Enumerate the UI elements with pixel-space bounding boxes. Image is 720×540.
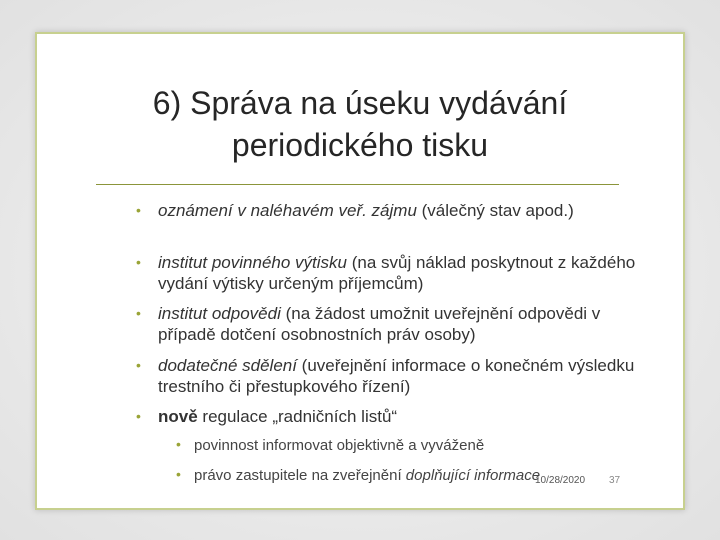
bullet-3-text: (na žádost umožnit uveřejnění odpovědi v případě dotčení osobnostních práv osoby): [158, 304, 601, 344]
bullet-item-2: [136, 252, 636, 294]
footer-date: 10/28/2020: [535, 475, 586, 486]
bullet-dot-icon: •: [136, 357, 141, 373]
title-line-2: periodického tisku: [231, 127, 489, 163]
bullet-4-italic: dodatečné sdělení: [158, 356, 297, 375]
bullet-dot-icon: •: [136, 305, 141, 321]
bullet-4-text: (uveřejnění informace o konečném výsledku trestního či přestupkového řízení): [158, 356, 635, 396]
slide-title: [50, 82, 670, 166]
sub-bullet-1-text: povinnost informovat objektivně a vyváženě: [194, 437, 485, 454]
sub-bullet-2-italic: doplňující informace: [405, 467, 541, 484]
bullet-item-3: [136, 303, 636, 345]
title-divider: [96, 184, 619, 185]
bullet-dot-icon: •: [136, 254, 141, 270]
sub-bullet-item-1: [176, 436, 606, 455]
bullet-5-bold: nově: [158, 407, 198, 426]
bullet-item-1: [136, 200, 636, 221]
bullet-dot-icon: •: [136, 202, 141, 218]
bullet-2-text: (na svůj náklad poskytnout z každého vydání výtisky určeným příjemcům): [158, 253, 636, 293]
bullet-dot-icon: •: [136, 408, 141, 424]
sub-bullet-2-text: právo zastupitele na zveřejnění: [194, 467, 406, 484]
sub-bullet-dot-icon: •: [176, 436, 181, 452]
slide-number: 37: [609, 475, 621, 486]
bullet-1-text: (válečný stav apod.): [416, 201, 574, 220]
title-line-1: 6) Správa na úseku vydávání: [152, 85, 568, 121]
bullet-item-4: [136, 355, 636, 397]
bullet-2-italic: institut povinného výtisku: [158, 253, 347, 272]
bullet-3-italic: institut odpovědi: [158, 304, 281, 323]
sub-bullet-dot-icon: •: [176, 466, 181, 482]
bullet-5-text: regulace „radničních listů“: [197, 407, 398, 426]
bullet-item-5: [136, 406, 636, 427]
bullet-1-italic: oznámení v naléhavém veř. zájmu: [158, 201, 417, 220]
